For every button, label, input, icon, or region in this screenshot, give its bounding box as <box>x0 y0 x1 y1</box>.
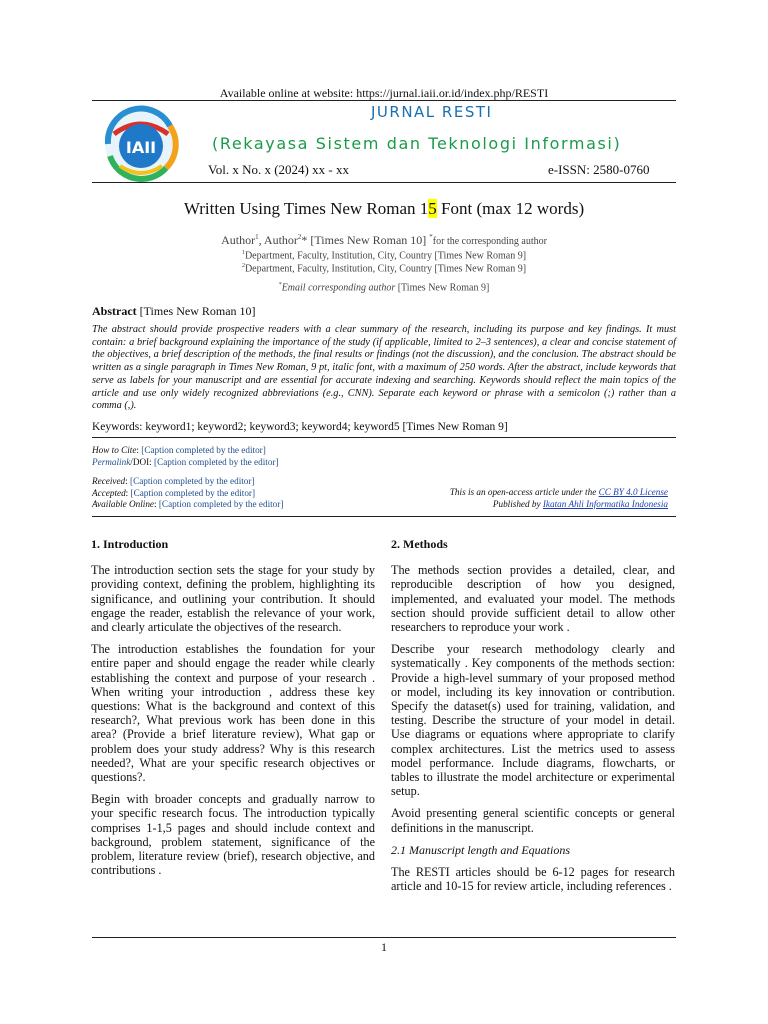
permalink-label[interactable]: Permalink <box>92 456 131 467</box>
abstract-heading <box>92 304 676 319</box>
author-1: Author <box>221 233 256 247</box>
author-2: Author <box>263 233 298 247</box>
methods-p2: Describe your research methodology clearly and systematically . Key components of the methods section: Provide a high-level summary of your proposed method or model, including its key innovation or contribution. Specify the dataset(s) used for training, validation, and testing. Describe the structure of your model in detail. Use diagrams or equations where appropriate to clarify complex architectures. List the metrics used to assess model performance. Include diagrams, flowcharts, or tables to illustrate the model architecture or experimental setup. <box>391 642 675 799</box>
article-title <box>92 199 676 219</box>
website-line: Available online at website: https://jurnal.iaii.or.id/index.php/RESTI <box>219 86 549 100</box>
methods-heading: 2. Methods <box>391 537 448 551</box>
received-date: Received: [Caption completed by the editor] <box>92 476 255 486</box>
iaii-logo <box>100 104 182 182</box>
introduction-p2: The introduction establishes the foundation for your entire paper and should engage the reader while clearly establishing the context and purpose of your research . When writing your introduction , address these key questions: What is the background and context of this research?, What previous work has been done in this area? (Provide a brief literature review), What gap or problem does your study address? Why is this research needed?, What are your specific research objectives or questions?. <box>91 642 375 785</box>
corr-star: * <box>429 233 433 241</box>
author-2-sup: 2 <box>297 233 302 241</box>
journal-name: JURNAL RESTI <box>371 103 493 121</box>
eissn-info: e-ISSN: 2580-0760 <box>548 162 650 177</box>
aff2-text: Department, Faculty, Institution, City, Country [Times New Roman 9] <box>244 263 527 275</box>
introduction-p1: The introduction section sets the stage for your study by providing context, defining the problem, highlighting its significance, and outlining your contribution. It should engage the reader, establish the relevance of your work, and clearly articulate the objectives of the research. <box>91 563 375 635</box>
methods-section <box>391 537 675 901</box>
introduction-p3: Begin with broader concepts and gradually narrow to your specific research focus. The introduction typically comprises 1-1,5 pages and should include context and background, problem statement, significance of the problem, literature review (brief), research objective, and contributions . <box>91 792 375 878</box>
online-label: Available Online <box>92 499 155 509</box>
manuscript-length-subheading: 2.1 Manuscript length and Equations <box>391 842 570 857</box>
permalink-doi: Permalink/DOI: [Caption completed by the editor] <box>92 456 279 467</box>
license-line <box>92 487 668 499</box>
author-2-star: * <box>301 233 308 247</box>
keywords-label: Keywords <box>92 421 140 433</box>
abstract-body: The abstract should provide prospective readers with a clear summary of the research, including its purpose and key findings. It must contain: a brief background explaining the importance of the study (if applicable, limited to 2–3 sentences), a clear and concise statement of the objectives, a brief description of the methods, the final results or findings (not the discussion), and the conclusion. The abstract should be written as a single paragraph in Times New Roman, 9 pt, italic font, with a maximum of 250 words. After the abstract, include keywords that serve as labels for your manuscript and are essential for accurate indexing and searching. Keywords should reflect the main topics of the article and use only widely recognized abbreviations (e.g., CNN). Separate each keyword or phrase with a semicolon (;) rather than a comma (,). <box>92 324 676 412</box>
email-note: [Times New Roman 9] <box>395 282 490 294</box>
abstract-note: [Times New Roman 10] <box>136 304 256 318</box>
author-1-sup: 1 <box>255 233 259 241</box>
title-part-1: Written Using Times New Roman 1 <box>183 199 429 218</box>
page-number: 1 <box>381 940 387 954</box>
journal-subtitle: (Rekayasa Sistem dan Teknologi Informasi) <box>212 134 622 153</box>
header-rule-top <box>92 100 676 101</box>
methods-p4: The RESTI articles should be 6-12 pages for research article and 10-15 for review article, including references . <box>391 865 675 894</box>
abstract-label: Abstract <box>92 304 137 318</box>
header-rule-bottom <box>92 182 676 183</box>
corr-note: for the corresponding author <box>432 236 547 247</box>
title-highlight: 5 <box>428 199 437 218</box>
doi-value: [Caption completed by the editor] <box>154 456 279 467</box>
received-label: Received <box>92 476 126 486</box>
email-line <box>92 279 676 294</box>
publisher-text: Published by <box>492 498 543 509</box>
accepted-value: [Caption completed by the editor] <box>130 487 256 498</box>
aff2-sup: 2 <box>241 263 245 269</box>
publisher-line <box>92 499 668 511</box>
license-link[interactable]: CC BY 4.0 License <box>598 487 668 497</box>
footer-rule <box>92 937 676 938</box>
introduction-heading: 1. Introduction <box>91 537 169 551</box>
meta-rule <box>92 516 676 517</box>
keywords-line <box>92 421 676 433</box>
author-font-note: [Times New Roman 10] <box>307 233 430 247</box>
email-label: Email corresponding author <box>281 282 396 294</box>
online-date: Available Online: [Caption completed by the editor] <box>92 499 284 509</box>
cite-label: How to Cite <box>92 445 137 455</box>
title-part-2: Font (max 12 words) <box>436 199 585 218</box>
keywords-text: : keyword1; keyword2; keyword3; keyword4; keyword5 [Times New Roman 9] <box>139 421 508 433</box>
author-sep: , <box>258 233 264 247</box>
license-text: This is an open-access article under the <box>449 487 599 497</box>
online-value: [Caption completed by the editor] <box>158 499 284 509</box>
affiliation-2 <box>92 260 676 275</box>
how-to-cite: How to Cite: [Caption completed by the editor] <box>92 445 266 455</box>
logo-text: IAII <box>125 138 157 157</box>
aff1-text: Department, Faculty, Institution, City, Country [Times New Roman 9] <box>244 250 527 262</box>
accepted-date: Accepted: [Caption completed by the editor] <box>92 487 256 498</box>
author-line <box>92 233 676 248</box>
methods-p1: The methods section provides a detailed, clear, and reproducible description of how you designed, implemented, and evaluated your model. The methods section should provide sufficient detail to allow other researchers to reproduce your work . <box>391 563 675 635</box>
license-block <box>92 487 668 510</box>
aff1-sup: 1 <box>241 250 245 256</box>
methods-p3: Avoid presenting general scientific concepts or general definitions in the manuscript. <box>391 806 675 835</box>
received-value: [Caption completed by the editor] <box>130 476 255 486</box>
email-star: * <box>278 282 282 288</box>
doi-label: /DOI <box>130 456 150 467</box>
introduction-section <box>91 537 375 885</box>
accepted-label: Accepted <box>92 487 126 498</box>
abstract-rule <box>92 437 676 438</box>
volume-info: Vol. x No. x (2024) xx - xx <box>208 162 349 177</box>
cite-value: [Caption completed by the editor] <box>141 445 266 455</box>
publisher-link[interactable]: Ikatan Ahli Informatika Indonesia <box>542 498 668 509</box>
